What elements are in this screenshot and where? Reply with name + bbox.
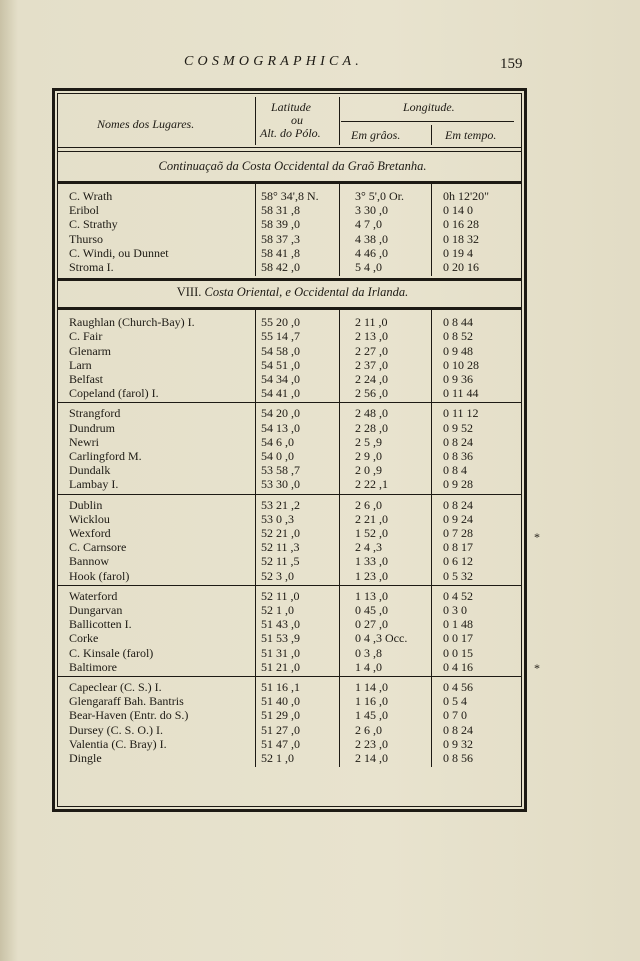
latitude-value: 58 39 ,0: [261, 217, 300, 232]
place-name: [69, 569, 129, 583]
place-name-text: Ballicotten I.: [69, 617, 132, 632]
page-number: 159: [500, 56, 523, 72]
place-name: [69, 358, 92, 372]
latitude-value: 55 20 ,0: [261, 315, 300, 330]
place-name: [69, 540, 126, 554]
longitude-degrees-value: 4 46 ,0: [355, 245, 388, 260]
longitude-degrees-value: 2 27 ,0: [355, 343, 388, 358]
latitude-value: 54 41 ,0: [261, 386, 300, 401]
place-name-text: Eribol: [69, 203, 99, 218]
header-latitude: Latitude: [271, 100, 312, 114]
longitude-degrees-value: 2 28 ,0: [355, 420, 388, 435]
place-name: [69, 603, 122, 617]
place-name: [69, 526, 111, 540]
place-name-text: Belfast: [69, 372, 103, 386]
longitude-time-value: 0 8 24: [443, 722, 473, 737]
place-name-text: Glenarm: [69, 343, 111, 358]
latitude-value: 53 58 ,7: [261, 463, 300, 478]
place-name: [69, 660, 117, 674]
longitude-time-value: 0 11 44: [443, 386, 479, 401]
latitude-value: 58 42 ,0: [261, 260, 300, 274]
place-name: [69, 708, 188, 722]
place-name-text: Raughlan (Church-Bay) I.: [69, 315, 195, 330]
latitude-value: 54 6 ,0: [261, 434, 294, 449]
latitude-value: 51 43 ,0: [261, 617, 300, 632]
place-name-text: C. Windi, ou Dunnet: [69, 245, 169, 260]
longitude-rule: [341, 121, 514, 122]
latitude-value: 58 37 ,3: [261, 231, 300, 246]
longitude-degrees-value: 0 4 ,3 Occ.: [355, 631, 408, 646]
place-name-text: Copeland (farol) I.: [69, 386, 159, 401]
place-name: [69, 463, 110, 477]
place-name: [69, 617, 132, 631]
place-name-text: Dundalk: [69, 463, 111, 478]
longitude-degrees-value: 2 6 ,0: [355, 497, 382, 512]
header-rule-double: [58, 151, 521, 152]
longitude-time-value: 0 8 24: [443, 497, 473, 512]
place-name: [69, 246, 169, 260]
column-rule-lat: [255, 183, 256, 276]
longitude-degrees-value: 4 7 ,0: [355, 217, 382, 232]
section-title: [55, 285, 530, 300]
longitude-time-value: 0 7 0: [443, 708, 467, 723]
longitude-time-value: 0 9 24: [443, 511, 473, 526]
longitude-time-value: 0 0 17: [443, 631, 473, 646]
coordinates-table: [52, 88, 527, 812]
place-name-text: Dingle: [69, 751, 102, 765]
longitude-time-value: 0 3 0: [443, 603, 467, 617]
longitude-time-value: 0 0 15: [443, 645, 473, 660]
place-name-text: Dublin: [69, 497, 103, 512]
longitude-degrees-value: 1 4 ,0: [355, 659, 382, 674]
place-name: [69, 589, 117, 603]
column-rule-time: [431, 183, 432, 276]
place-name-text: Larn: [69, 357, 92, 372]
place-name-text: Corke: [69, 631, 99, 646]
longitude-degrees-value: 4 38 ,0: [355, 231, 388, 246]
longitude-degrees-value: 1 13 ,0: [355, 588, 388, 603]
latitude-value: 55 14 ,7: [261, 329, 300, 344]
place-name-text: Stroma I.: [69, 260, 114, 274]
latitude-value: 54 13 ,0: [261, 420, 300, 435]
column-rule-time: [431, 309, 432, 767]
latitude-value: 53 0 ,3: [261, 511, 294, 526]
longitude-degrees-value: 5 4 ,0: [355, 260, 382, 274]
latitude-value: 51 27 ,0: [261, 722, 300, 737]
place-name-text: Glengaraff Bah. Bantris: [69, 694, 184, 709]
place-name: [69, 217, 118, 231]
longitude-time-value: 0 8 4: [443, 463, 467, 478]
section-rule: [58, 181, 521, 184]
place-name-text: Thurso: [69, 231, 103, 246]
longitude-degrees-value: 0 3 ,8: [355, 645, 382, 660]
place-name: [69, 232, 103, 246]
header-divider-lon: [339, 97, 340, 145]
longitude-degrees-value: 2 11 ,0: [355, 315, 388, 330]
latitude-value: 52 21 ,0: [261, 526, 300, 540]
longitude-time-value: 0 14 0: [443, 203, 473, 218]
longitude-time-value: 0 11 12: [443, 406, 479, 421]
longitude-degrees-value: 2 37 ,0: [355, 357, 388, 372]
longitude-degrees-value: 1 23 ,0: [355, 568, 388, 583]
place-name: [69, 406, 120, 420]
header-divider-lat: [255, 97, 256, 145]
latitude-value: 53 30 ,0: [261, 477, 300, 492]
longitude-time-value: 0 8 17: [443, 540, 473, 555]
section-title-text: Costa Oriental, e Occidental da Irlanda.: [204, 285, 409, 300]
section-end-rule: [58, 278, 521, 281]
place-name-text: Carlingford M.: [69, 449, 142, 463]
place-name: [69, 723, 163, 737]
longitude-degrees-value: 1 16 ,0: [355, 694, 388, 709]
latitude-value: 52 11 ,0: [261, 588, 300, 603]
latitude-value: 51 31 ,0: [261, 645, 300, 660]
header-rule: [58, 147, 521, 148]
latitude-value: 58 41 ,8: [261, 245, 300, 260]
longitude-degrees-value: 2 21 ,0: [355, 511, 388, 526]
header-longitude: Longitude.: [403, 100, 455, 114]
longitude-degrees-value: 2 24 ,0: [355, 372, 388, 386]
header-longitude-time: Em tempo.: [445, 128, 497, 142]
place-name: [69, 751, 102, 765]
place-name-text: Hook (farol): [69, 568, 130, 583]
longitude-time-value: 0 6 12: [443, 554, 473, 569]
running-title: COSMOGRAPHICA.: [184, 54, 363, 69]
place-name-text: Dundrum: [69, 420, 115, 435]
latitude-value: 54 51 ,0: [261, 357, 300, 372]
place-name: [69, 329, 102, 343]
group-rule: [58, 676, 521, 677]
place-name: [69, 631, 98, 645]
latitude-value: 51 16 ,1: [261, 680, 300, 694]
running-head: [0, 54, 640, 74]
longitude-time-value: 0 9 48: [443, 343, 473, 358]
longitude-time-value: 0 8 56: [443, 751, 473, 765]
longitude-time-value: 0 5 4: [443, 694, 467, 709]
header-altitude-pole: Alt. do Pólo.: [260, 126, 321, 140]
longitude-degrees-value: 2 23 ,0: [355, 736, 388, 751]
longitude-degrees-value: 1 33 ,0: [355, 554, 388, 569]
longitude-degrees-value: 0 27 ,0: [355, 617, 388, 632]
latitude-value: 58° 34',8 N.: [261, 189, 319, 203]
longitude-time-value: 0 9 36: [443, 372, 473, 386]
place-name-text: C. Wrath: [69, 189, 113, 203]
longitude-degrees-value: 1 45 ,0: [355, 708, 388, 723]
latitude-value: 54 34 ,0: [261, 372, 300, 386]
place-name: [69, 554, 109, 568]
column-rule-lon: [339, 309, 340, 767]
place-name-text: C. Kinsale (farol): [69, 645, 154, 660]
latitude-value: 52 1 ,0: [261, 603, 294, 617]
longitude-time-value: 0 8 52: [443, 329, 473, 344]
place-name: [69, 512, 110, 526]
longitude-time-value: 0 5 32: [443, 568, 473, 583]
latitude-value: 54 0 ,0: [261, 449, 294, 463]
place-name: [69, 737, 167, 751]
place-name: [69, 421, 115, 435]
longitude-time-value: 0 4 52: [443, 588, 473, 603]
place-name-text: Lambay I.: [69, 477, 119, 492]
latitude-value: 52 11 ,3: [261, 540, 300, 555]
section-title: [55, 159, 530, 174]
header-latitude-or: ou: [291, 113, 303, 127]
latitude-value: 51 29 ,0: [261, 708, 300, 723]
section-title-text: Continuaçaõ da Costa Occidental da Graõ Bretanha.: [158, 159, 427, 173]
longitude-degrees-value: 3 30 ,0: [355, 203, 388, 218]
latitude-value: 51 40 ,0: [261, 694, 300, 709]
place-name: [69, 315, 195, 329]
longitude-degrees-value: 2 13 ,0: [355, 329, 388, 344]
longitude-degrees-value: 2 5 ,9: [355, 434, 382, 449]
header-place: Nomes dos Lugares.: [97, 117, 195, 131]
margin-mark-corke: *: [534, 661, 540, 675]
place-name: [69, 260, 114, 274]
place-name: [69, 694, 184, 708]
place-name: [69, 386, 159, 400]
longitude-degrees-value: 2 6 ,0: [355, 722, 382, 737]
latitude-value: 51 47 ,0: [261, 736, 300, 751]
place-name-text: Strangford: [69, 406, 121, 421]
longitude-degrees-value: 3° 5',0 Or.: [355, 189, 404, 203]
place-name: [69, 449, 142, 463]
place-name-text: Bannow: [69, 554, 109, 569]
place-name-text: Dursey (C. S. O.) I.: [69, 722, 163, 737]
group-rule: [58, 402, 521, 403]
place-name-text: Wicklou: [69, 511, 110, 526]
longitude-time-value: 0 9 52: [443, 420, 473, 435]
longitude-degrees-value: 2 48 ,0: [355, 406, 388, 421]
longitude-time-value: 0 16 28: [443, 217, 479, 232]
place-name-text: Capeclear (C. S.) I.: [69, 680, 162, 694]
header-divider-lon-sub: [431, 125, 432, 145]
place-name: [69, 477, 118, 491]
longitude-degrees-value: 1 52 ,0: [355, 526, 388, 540]
place-name-text: Dungarvan: [69, 603, 123, 617]
latitude-value: 52 1 ,0: [261, 751, 294, 765]
longitude-time-value: 0 9 28: [443, 477, 473, 492]
longitude-time-value: 0 18 32: [443, 231, 479, 246]
longitude-degrees-value: 2 9 ,0: [355, 449, 382, 463]
longitude-degrees-value: 2 14 ,0: [355, 751, 388, 765]
place-name-text: C. Fair: [69, 329, 103, 344]
longitude-time-value: 0 10 28: [443, 357, 479, 372]
longitude-time-value: 0 19 4: [443, 245, 473, 260]
longitude-time-value: 0 8 24: [443, 434, 473, 449]
place-name-text: Baltimore: [69, 659, 117, 674]
place-name-text: Wexford: [69, 526, 111, 540]
latitude-value: 52 3 ,0: [261, 568, 294, 583]
latitude-value: 53 21 ,2: [261, 497, 300, 512]
longitude-time-value: 0 9 32: [443, 736, 473, 751]
latitude-value: 54 58 ,0: [261, 343, 300, 358]
place-name: [69, 435, 99, 449]
place-name-text: C. Strathy: [69, 217, 118, 232]
longitude-degrees-value: 2 0 ,9: [355, 463, 382, 478]
place-name-text: Waterford: [69, 588, 118, 603]
longitude-time-value: 0 4 16: [443, 659, 473, 674]
column-rule-lon: [339, 183, 340, 276]
place-name: [69, 344, 111, 358]
latitude-value: 58 31 ,8: [261, 203, 300, 218]
place-name-text: Newri: [69, 434, 99, 449]
longitude-time-value: 0 1 48: [443, 617, 473, 632]
longitude-degrees-value: 1 14 ,0: [355, 680, 388, 694]
longitude-degrees-value: 0 45 ,0: [355, 603, 388, 617]
latitude-value: 52 11 ,5: [261, 554, 300, 569]
place-name-text: Bear-Haven (Entr. do S.): [69, 708, 189, 723]
longitude-time-value: 0 8 36: [443, 449, 473, 463]
column-rule-lat: [255, 309, 256, 767]
place-name-text: C. Carnsore: [69, 540, 127, 555]
longitude-degrees-value: 2 4 ,3: [355, 540, 382, 555]
longitude-time-value: 0h 12'20": [443, 189, 490, 203]
longitude-time-value: 0 8 44: [443, 315, 473, 330]
place-name-text: Valentia (C. Bray) I.: [69, 736, 167, 751]
place-name: [69, 680, 162, 694]
section-rule: [58, 307, 521, 310]
latitude-value: 51 21 ,0: [261, 659, 300, 674]
longitude-time-value: 0 7 28: [443, 526, 473, 540]
group-rule: [58, 585, 521, 586]
place-name: [69, 372, 103, 386]
longitude-time-value: 0 20 16: [443, 260, 479, 274]
place-name: [69, 203, 99, 217]
longitude-degrees-value: 2 22 ,1: [355, 477, 388, 492]
place-name: [69, 189, 112, 203]
latitude-value: 51 53 ,9: [261, 631, 300, 646]
longitude-degrees-value: 2 56 ,0: [355, 386, 388, 401]
margin-mark-dublin: *: [534, 530, 540, 544]
header-longitude-degrees: Em grâos.: [351, 128, 401, 142]
latitude-value: 54 20 ,0: [261, 406, 300, 421]
place-name: [69, 646, 153, 660]
group-rule: [58, 494, 521, 495]
longitude-time-value: 0 4 56: [443, 680, 473, 694]
place-name: [69, 498, 102, 512]
section-number: VIII.: [176, 285, 202, 300]
